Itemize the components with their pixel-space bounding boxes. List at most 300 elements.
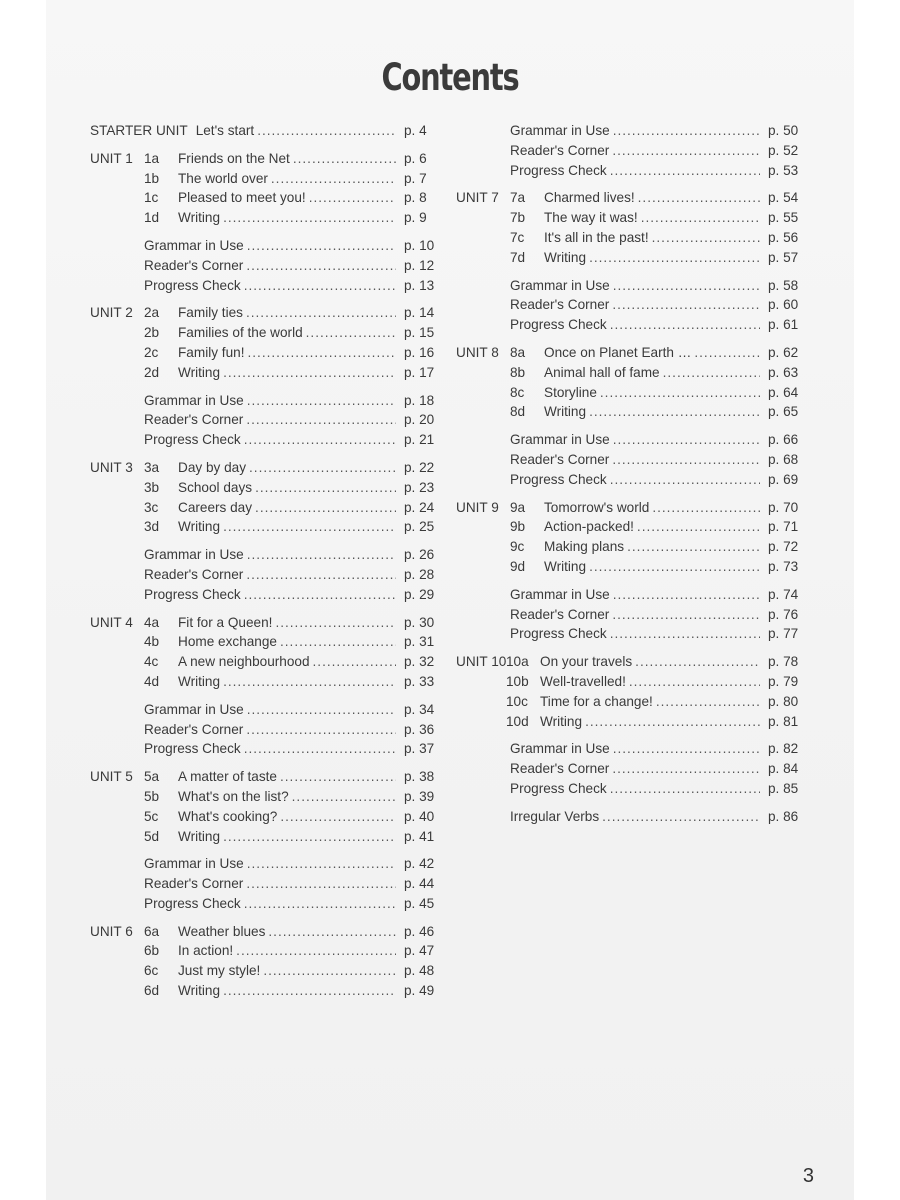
lesson-entry (90, 303, 438, 323)
dot-leader (246, 565, 396, 585)
lesson-code: 6b (144, 943, 160, 959)
extra-page: p. 13 (404, 277, 435, 293)
extra-title: Progress Check (144, 586, 241, 602)
dot-leader (600, 383, 760, 403)
dot-leader (244, 739, 396, 759)
dot-leader (663, 363, 760, 383)
dot-leader (629, 672, 760, 692)
dot-leader (612, 450, 760, 470)
lesson-title: Writing (178, 983, 221, 999)
lesson-page: p. 25 (404, 519, 435, 535)
extra-title: Reader's Corner (144, 876, 244, 892)
dot-leader (652, 228, 760, 248)
lesson-title: Charmed lives! (544, 190, 635, 206)
dot-leader (223, 208, 396, 228)
dot-leader (223, 672, 396, 692)
lesson-code: 7d (510, 249, 526, 265)
lesson-page: p. 63 (768, 364, 799, 380)
dot-leader (610, 624, 760, 644)
extra-title: Reader's Corner (510, 761, 610, 777)
extra-title: Grammar in Use (144, 856, 244, 872)
extra-page: p. 52 (768, 142, 799, 158)
lesson-title: Writing (544, 558, 587, 574)
section-extras (456, 121, 802, 180)
lesson-code: 7b (510, 210, 526, 226)
unit-label: UNIT 6 (90, 923, 133, 939)
lesson-entry (90, 672, 438, 692)
lesson-code: 10d (506, 713, 529, 729)
lesson-code: 3b (144, 479, 160, 495)
lesson-page: p. 17 (404, 364, 435, 380)
dot-leader (292, 787, 396, 807)
lesson-code: 1d (144, 210, 160, 226)
extra-entry (456, 759, 802, 779)
lesson-page: p. 78 (768, 654, 799, 670)
lesson-code: 2c (144, 344, 159, 360)
extra-title: Reader's Corner (510, 451, 610, 467)
extra-page: p. 12 (404, 257, 435, 273)
dot-leader (613, 276, 760, 296)
lesson-page: p. 22 (404, 459, 435, 475)
lesson-code: 9a (510, 499, 526, 515)
lesson-entry (90, 767, 438, 787)
section-extras (456, 807, 802, 827)
lesson-code: 3d (144, 519, 160, 535)
section-extras (90, 391, 438, 450)
extra-page: p. 10 (404, 237, 435, 253)
dot-leader (612, 295, 760, 315)
extra-page: p. 68 (768, 451, 799, 467)
lesson-entry (90, 208, 438, 228)
dot-leader (257, 121, 396, 141)
section-extras (456, 585, 802, 644)
dot-leader (246, 256, 396, 276)
dot-leader (610, 161, 760, 181)
extra-title: Progress Check (144, 895, 241, 911)
lesson-title: Writing (178, 364, 221, 380)
extra-title: Grammar in Use (144, 701, 244, 717)
extra-entry (456, 295, 802, 315)
lesson-code: 5c (144, 808, 159, 824)
lesson-page: p. 73 (768, 558, 799, 574)
lesson-entry (90, 827, 438, 847)
lesson-entry (456, 383, 802, 403)
extra-title: Progress Check (144, 432, 241, 448)
lesson-title: What's cooking? (178, 808, 278, 824)
lesson-page: p. 23 (404, 479, 435, 495)
extra-page: p. 18 (404, 392, 435, 408)
dot-leader (247, 854, 396, 874)
extra-title: Reader's Corner (510, 297, 610, 313)
lesson-entry (90, 613, 438, 633)
section-extras (456, 276, 802, 335)
extra-title: Progress Check (144, 741, 241, 757)
extra-title: Progress Check (510, 162, 607, 178)
extra-entry (90, 430, 438, 450)
dot-leader (627, 537, 760, 557)
lesson-title: A new neighbourhood (178, 654, 310, 670)
dot-leader (244, 585, 396, 605)
extra-page: p. 86 (768, 808, 799, 824)
extra-page: p. 77 (768, 626, 799, 642)
lesson-page: p. 72 (768, 539, 799, 555)
unit-label: UNIT 10 (456, 654, 507, 670)
extra-entry (456, 276, 802, 296)
lesson-page: p. 6 (404, 150, 427, 166)
extra-title: Reader's Corner (510, 606, 610, 622)
lesson-entry (90, 807, 438, 827)
lesson-entry (90, 981, 438, 1001)
lesson-code: 8b (510, 364, 526, 380)
extra-entry (90, 276, 438, 296)
unit-group (90, 767, 438, 914)
lesson-code: 8a (510, 344, 526, 360)
lesson-entry (456, 402, 802, 422)
dot-leader (271, 169, 396, 189)
dot-leader (638, 188, 760, 208)
extra-entry (456, 605, 802, 625)
extra-page: p. 61 (768, 317, 799, 333)
extra-page: p. 84 (768, 761, 799, 777)
lesson-entry (456, 672, 802, 692)
lesson-page: p. 31 (404, 634, 435, 650)
extra-page: p. 76 (768, 606, 799, 622)
lesson-code: 3c (144, 499, 159, 515)
lesson-entry (90, 323, 438, 343)
extra-entry (456, 585, 802, 605)
dot-leader (244, 276, 396, 296)
unit-group (90, 303, 438, 450)
lesson-code: 8d (510, 404, 526, 420)
extra-entry (90, 700, 438, 720)
lesson-code: 2a (144, 305, 160, 321)
section-extras (90, 700, 438, 759)
dot-leader (247, 545, 396, 565)
lesson-title: Family ties (178, 305, 243, 321)
unit-group (90, 458, 438, 605)
dot-leader (656, 692, 760, 712)
lesson-page: p. 16 (404, 344, 435, 360)
lesson-entry (90, 363, 438, 383)
section-extras (90, 236, 438, 295)
lesson-page: p. 49 (404, 983, 435, 999)
lesson-page: p. 9 (404, 210, 427, 226)
lesson-entry (90, 149, 438, 169)
dot-leader (223, 827, 396, 847)
extra-page: p. 45 (404, 895, 435, 911)
dot-leader (280, 632, 396, 652)
lesson-page: p. 24 (404, 499, 435, 515)
unit-group (456, 807, 802, 827)
lesson-title: Weather blues (178, 923, 266, 939)
lesson-page: p. 46 (404, 923, 435, 939)
dot-leader (280, 767, 396, 787)
lesson-title: Once on Planet Earth … (544, 344, 692, 360)
lesson-page: p. 38 (404, 769, 435, 785)
dot-leader (247, 236, 396, 256)
unit-group (456, 188, 802, 335)
extra-entry (90, 720, 438, 740)
dot-leader (255, 478, 396, 498)
lesson-entry (90, 787, 438, 807)
lesson-title: Friends on the Net (178, 150, 290, 166)
lesson-title: Families of the world (178, 325, 303, 341)
dot-leader (612, 759, 760, 779)
dot-leader (247, 391, 396, 411)
page-number: 3 (802, 1165, 814, 1187)
unit-label: STARTER UNIT (90, 123, 188, 138)
lesson-title: On your travels (540, 654, 633, 670)
lesson-page: p. 39 (404, 788, 435, 804)
lesson-title: The way it was! (544, 210, 638, 226)
unit-label: UNIT 5 (90, 769, 133, 785)
dot-leader (610, 779, 760, 799)
unit-label: UNIT 1 (90, 150, 133, 166)
extra-title: Progress Check (510, 471, 607, 487)
dot-leader (635, 652, 760, 672)
dot-leader (585, 712, 760, 732)
dot-leader (249, 458, 396, 478)
toc-column-left (90, 121, 438, 1001)
lesson-entry (456, 343, 802, 363)
extra-entry (90, 585, 438, 605)
extra-page: p. 42 (404, 856, 435, 872)
extra-entry (456, 470, 802, 490)
lesson-code: 7c (510, 229, 525, 245)
extra-page: p. 60 (768, 297, 799, 313)
lesson-page: p. 80 (768, 693, 799, 709)
extra-entry (90, 391, 438, 411)
lesson-page: p. 55 (768, 210, 799, 226)
lesson-title: Let's start (195, 123, 255, 138)
extra-entry (90, 236, 438, 256)
dot-leader (613, 121, 760, 141)
lesson-page: p. 32 (404, 654, 435, 670)
page-title: Contents (381, 56, 519, 99)
lesson-code: 1b (144, 170, 160, 186)
lesson-title: Well-travelled! (540, 673, 626, 689)
extra-entry (456, 450, 802, 470)
unit-label: UNIT 2 (90, 305, 133, 321)
lesson-title: Animal hall of fame (544, 364, 660, 380)
lesson-entry (456, 208, 802, 228)
lesson-title: Making plans (544, 539, 625, 555)
extra-title: Reader's Corner (510, 142, 610, 158)
dot-leader (612, 141, 760, 161)
extra-title: Grammar in Use (510, 741, 610, 757)
extra-title: Grammar in Use (510, 277, 610, 293)
lesson-page: p. 81 (768, 713, 799, 729)
dot-leader (613, 739, 760, 759)
extra-title: Irregular Verbs (510, 808, 600, 824)
dot-leader (652, 498, 760, 518)
lesson-page: p. 40 (404, 808, 435, 824)
extra-title: Grammar in Use (510, 123, 610, 138)
dot-leader (255, 498, 396, 518)
dot-leader (602, 807, 760, 827)
extra-entry (90, 545, 438, 565)
section-extras (456, 430, 802, 489)
lesson-title: A matter of taste (178, 769, 277, 785)
dot-leader (236, 941, 396, 961)
extra-page: p. 28 (404, 566, 435, 582)
unit-group (456, 343, 802, 490)
lesson-title: Writing (540, 713, 583, 729)
extra-title: Reader's Corner (144, 721, 244, 737)
lesson-title: Careers day (178, 499, 253, 515)
lesson-code: 5b (144, 788, 160, 804)
extra-page: p. 82 (768, 741, 799, 757)
unit-label: UNIT 4 (90, 614, 133, 630)
lesson-page: p. 14 (404, 305, 435, 321)
extra-title: Progress Check (144, 277, 241, 293)
lesson-page: p. 62 (768, 344, 799, 360)
lesson-title: Writing (544, 404, 587, 420)
extra-entry (90, 565, 438, 585)
lesson-code: 2b (144, 325, 160, 341)
extra-entry (90, 739, 438, 759)
lesson-title: Tomorrow's world (544, 499, 650, 515)
lesson-title: Time for a change! (540, 693, 653, 709)
lesson-code: 8c (510, 384, 525, 400)
extra-title: Grammar in Use (144, 237, 244, 253)
unit-label: UNIT 8 (456, 344, 499, 360)
lesson-title: Writing (178, 210, 221, 226)
lesson-page: p. 56 (768, 229, 799, 245)
lesson-title: Writing (544, 249, 587, 265)
extra-page: p. 74 (768, 586, 799, 602)
lesson-title: Writing (178, 519, 221, 535)
lesson-entry (456, 537, 802, 557)
lesson-code: 4a (144, 614, 160, 630)
lesson-entry (90, 169, 438, 189)
dot-leader (223, 363, 396, 383)
lesson-code: 10c (506, 693, 528, 709)
lesson-page: p. 57 (768, 249, 799, 265)
lesson-page: p. 41 (404, 828, 435, 844)
extra-page: p. 36 (404, 721, 435, 737)
lesson-title: It's all in the past! (544, 229, 649, 245)
extra-title: Grammar in Use (144, 547, 244, 563)
lesson-title: Home exchange (178, 634, 277, 650)
lesson-title: Fit for a Queen! (178, 614, 273, 630)
lesson-entry (90, 478, 438, 498)
lesson-title: The world over (178, 170, 268, 186)
lesson-title: Day by day (178, 459, 247, 475)
dot-leader (612, 605, 760, 625)
extra-entry (456, 430, 802, 450)
dot-leader (275, 613, 396, 633)
extra-entry (90, 874, 438, 894)
extra-title: Reader's Corner (144, 566, 244, 582)
extra-title: Grammar in Use (510, 432, 610, 448)
lesson-entry (90, 498, 438, 518)
extra-entry (456, 161, 802, 181)
dot-leader (244, 894, 396, 914)
extra-title: Grammar in Use (144, 392, 244, 408)
lesson-page: p. 33 (404, 673, 435, 689)
dot-leader (223, 517, 396, 537)
lesson-code: 1a (144, 150, 160, 166)
lesson-code: 6d (144, 983, 160, 999)
dot-leader (589, 248, 760, 268)
lesson-code: 3a (144, 459, 160, 475)
lesson-entry (456, 363, 802, 383)
dot-leader (610, 315, 760, 335)
lesson-page: p. 15 (404, 325, 435, 341)
lesson-title: Family fun! (178, 344, 245, 360)
unit-group (90, 149, 438, 296)
dot-leader (247, 343, 396, 363)
lesson-entry (456, 712, 802, 732)
lesson-title: Pleased to meet you! (178, 190, 306, 206)
lesson-entry (90, 458, 438, 478)
extra-entry (456, 779, 802, 799)
extra-entry (456, 141, 802, 161)
lesson-page: p. 54 (768, 190, 799, 206)
dot-leader (246, 720, 396, 740)
extra-entry (90, 410, 438, 430)
extra-entry (456, 121, 802, 141)
extra-title: Progress Check (510, 317, 607, 333)
dot-leader (293, 149, 396, 169)
unit-group (456, 121, 802, 180)
lesson-title: What's on the list? (178, 788, 289, 804)
dot-leader (637, 517, 760, 537)
dot-leader (313, 652, 396, 672)
extra-page: p. 37 (404, 741, 435, 757)
lesson-page: p. 65 (768, 404, 799, 420)
lesson-entry (90, 632, 438, 652)
extra-title: Grammar in Use (510, 586, 610, 602)
unit-group (90, 613, 438, 760)
lesson-code: 10b (506, 673, 529, 689)
lesson-code: 5a (144, 769, 160, 785)
dot-leader (306, 323, 396, 343)
lesson-entry (90, 343, 438, 363)
extra-page: p. 44 (404, 876, 435, 892)
lesson-entry (90, 121, 438, 141)
lesson-title: Storyline (544, 384, 597, 400)
dot-leader (694, 343, 760, 363)
lesson-title: School days (178, 479, 253, 495)
extra-page: p. 50 (768, 123, 799, 138)
extra-page: p. 69 (768, 471, 799, 487)
dot-leader (613, 585, 760, 605)
lesson-code: 2d (144, 364, 160, 380)
lesson-code: 7a (510, 190, 526, 206)
extra-entry (90, 256, 438, 276)
lesson-entry (90, 961, 438, 981)
lesson-entry (456, 248, 802, 268)
lesson-page: p. 8 (404, 190, 427, 206)
lesson-code: 4c (144, 654, 159, 670)
dot-leader (641, 208, 760, 228)
lesson-entry (90, 517, 438, 537)
dot-leader (247, 700, 396, 720)
extra-title: Reader's Corner (144, 257, 244, 273)
dot-leader (309, 188, 396, 208)
dot-leader (589, 557, 760, 577)
extra-page: p. 21 (404, 432, 435, 448)
lesson-code: 6c (144, 963, 159, 979)
dot-leader (613, 430, 760, 450)
section-extras (90, 545, 438, 604)
lesson-entry (90, 188, 438, 208)
extra-page: p. 34 (404, 701, 435, 717)
lesson-entry (456, 228, 802, 248)
extra-page: p. 53 (768, 162, 799, 178)
